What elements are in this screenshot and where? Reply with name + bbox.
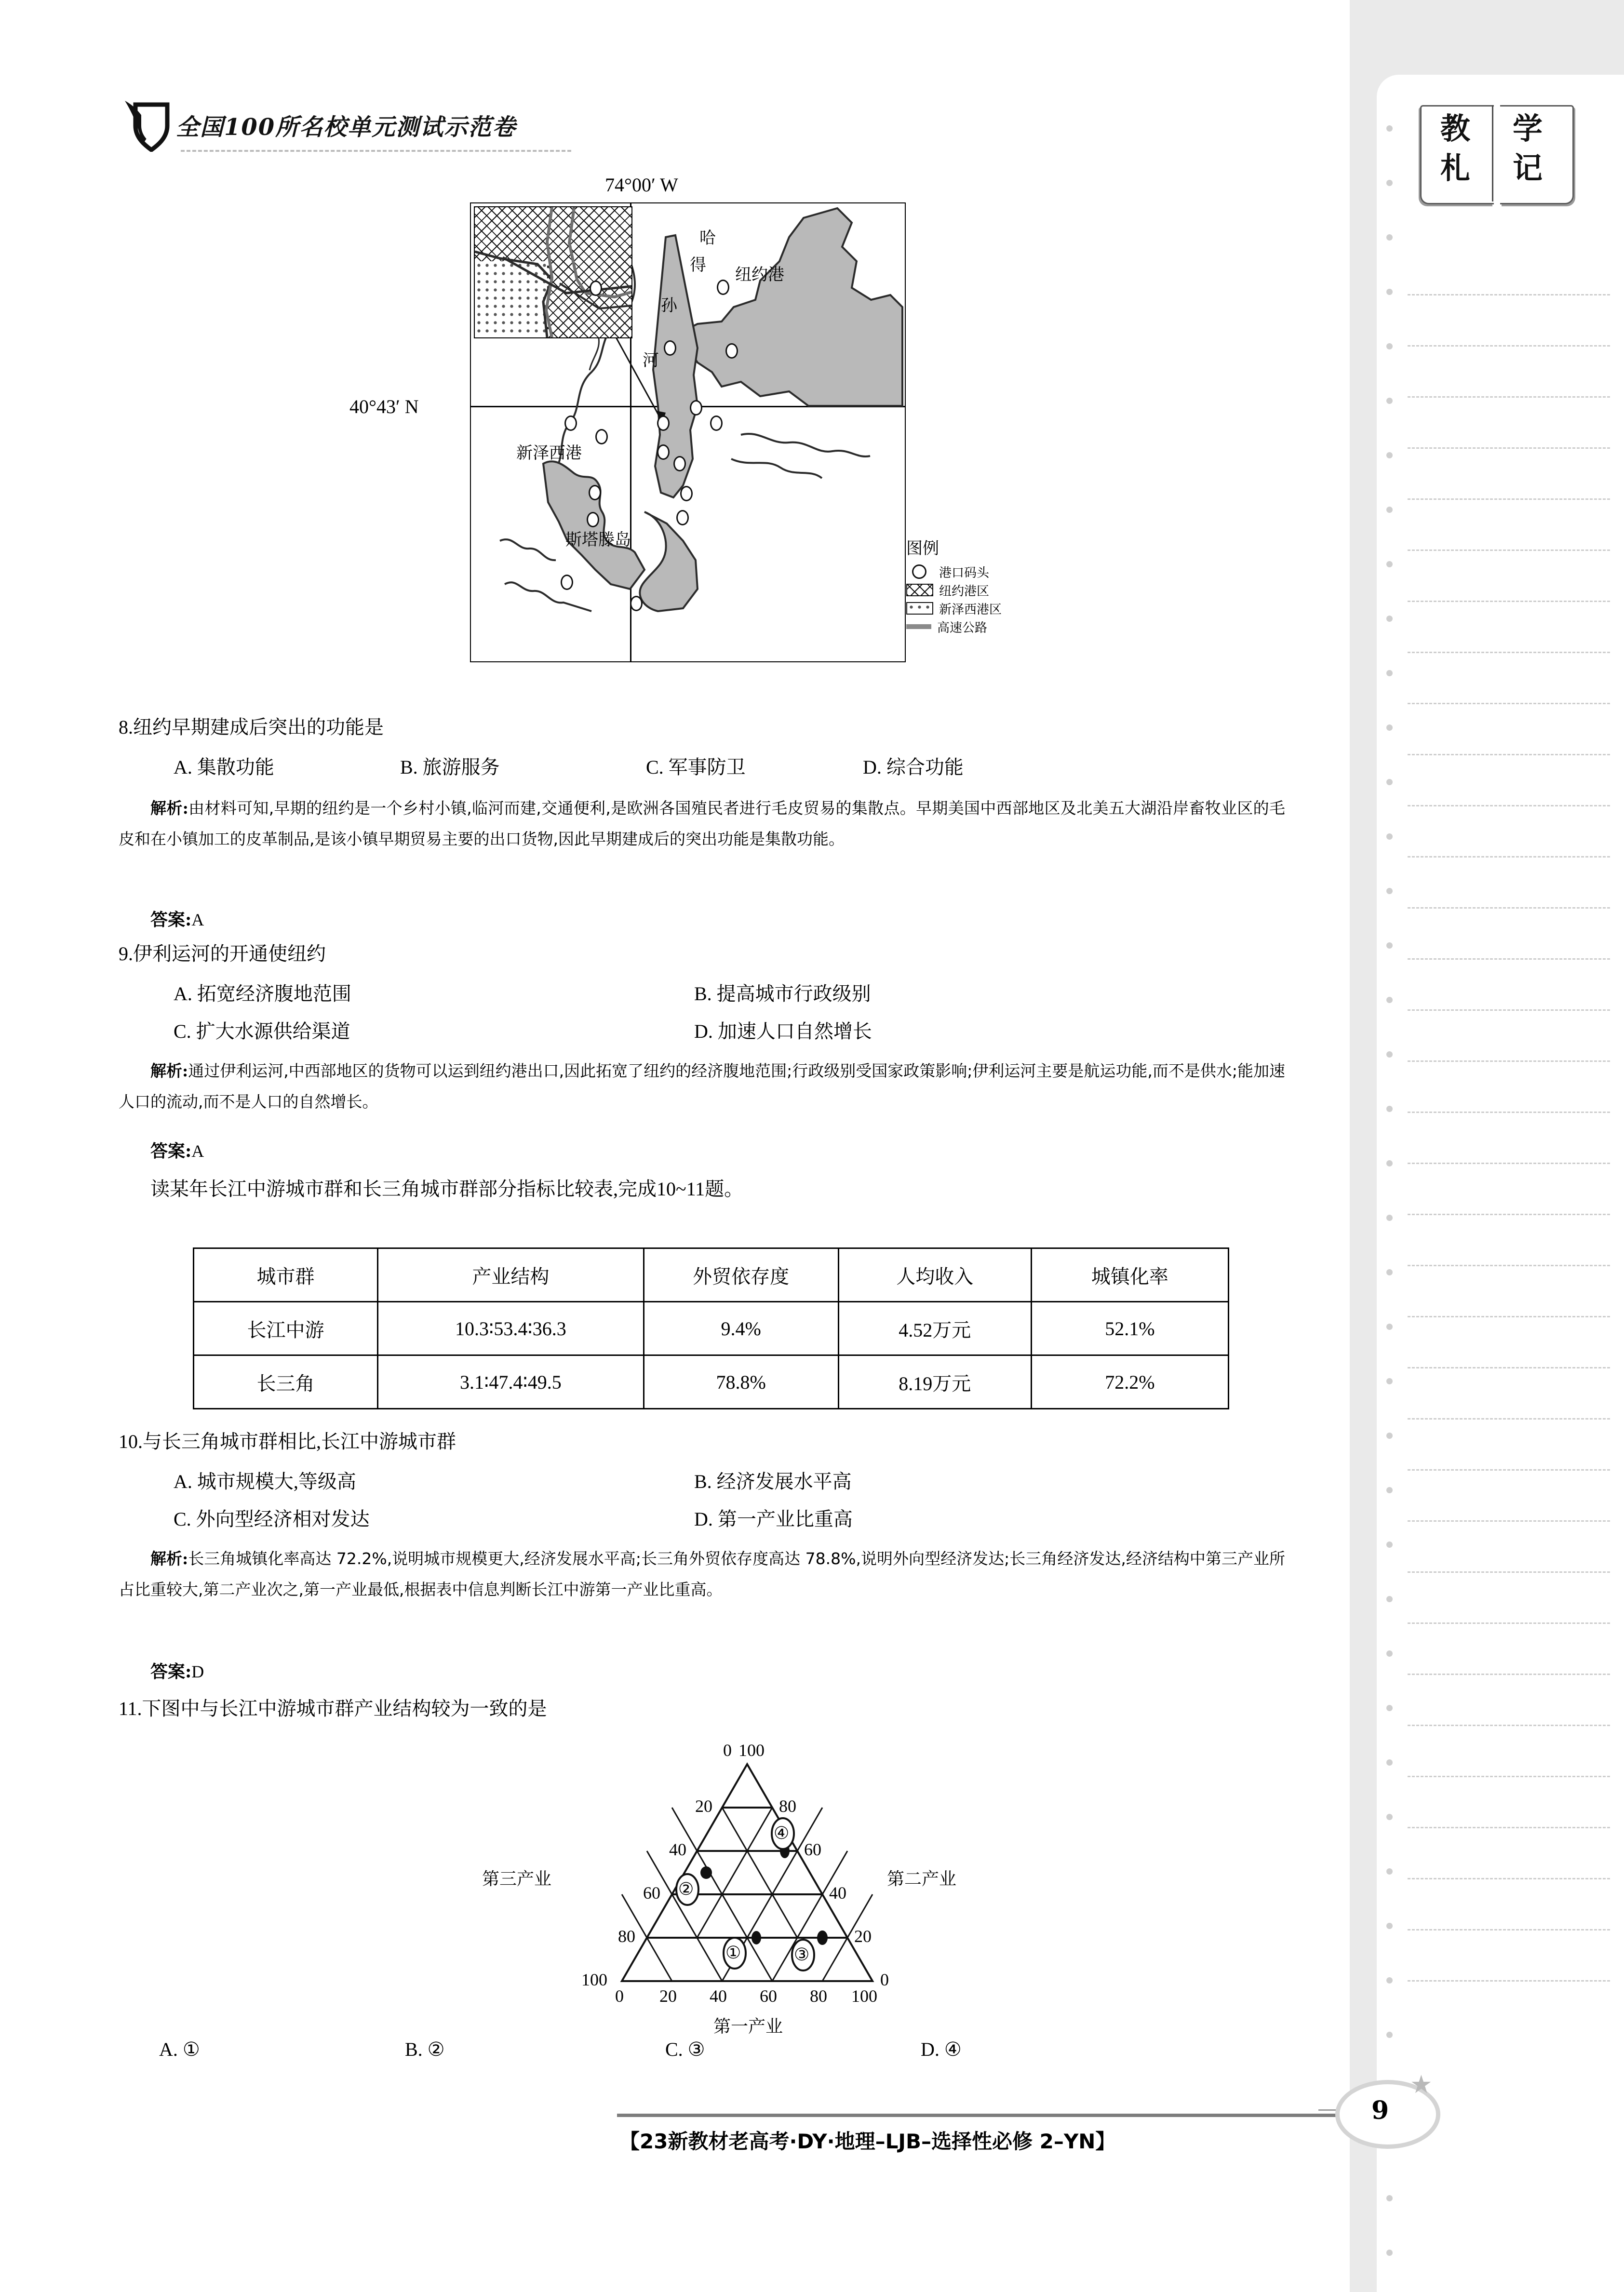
option-d[interactable]: D. ④ bbox=[921, 2038, 962, 2060]
option-a[interactable]: A. 城市规模大,等级高 bbox=[174, 1471, 356, 1492]
ternary-bottom-tick-60: 60 bbox=[760, 1986, 777, 2006]
question-11-stem bbox=[119, 1696, 547, 1722]
ternary-axis-label-secondary: 第二产业 bbox=[887, 1869, 957, 1889]
cell-structure: 3.1∶47.4∶49.5 bbox=[378, 1355, 644, 1409]
question-number: 8. bbox=[119, 716, 133, 738]
option-d[interactable]: D. 综合功能 bbox=[863, 756, 964, 778]
question-10-analysis bbox=[119, 1543, 1285, 1606]
map-label-ha: 哈 bbox=[699, 229, 716, 247]
cell-income: 8.19万元 bbox=[838, 1355, 1031, 1409]
question-8-analysis bbox=[119, 793, 1285, 855]
ternary-left-tick-40: 40 bbox=[669, 1840, 686, 1859]
table-header-row bbox=[194, 1248, 1229, 1302]
col-header-income: 人均收入 bbox=[838, 1248, 1031, 1302]
cross-hatch-icon bbox=[906, 584, 933, 596]
option-b[interactable]: B. 提高城市行政级别 bbox=[694, 983, 871, 1005]
option-c[interactable]: C. 扩大水源供给渠道 bbox=[174, 1020, 350, 1042]
wharf-marker bbox=[657, 416, 670, 431]
ternary-right-tick-40: 40 bbox=[829, 1883, 846, 1903]
legend-row-highway bbox=[906, 617, 1046, 636]
question-number: 10. bbox=[119, 1431, 143, 1452]
ternary-diagram bbox=[482, 1741, 964, 2036]
question-8-options bbox=[174, 752, 964, 779]
analysis-text: 长三角城镇化率高达 72.2%,说明城市规模更大,经济发展水平高;长三角外贸依存度高达 78.8%,说明外向型经济发达;长三角经济发达,经济结构中第三产业所占比重较大,第二产业次之,第一产业最低,根据表中信息判断长江中游第一产业比重高。 bbox=[119, 1549, 1286, 1599]
ternary-bottom-tick-0: 0 bbox=[615, 1986, 624, 2006]
col-header-trade: 外贸依存度 bbox=[644, 1248, 838, 1302]
ternary-point-2 bbox=[700, 1866, 712, 1879]
question-9-options-row1 bbox=[174, 978, 871, 1006]
analysis-label: 解析: bbox=[150, 799, 188, 818]
cell-group: 长江中游 bbox=[194, 1302, 378, 1355]
note-char-2: 学 bbox=[1513, 111, 1543, 146]
question-9-answer bbox=[150, 1138, 204, 1162]
map-label-sun: 孙 bbox=[661, 297, 677, 315]
ternary-right-tick-80: 80 bbox=[779, 1796, 796, 1816]
question-text: 伊利运河的开通使纽约 bbox=[133, 943, 326, 965]
answer-value: D bbox=[191, 1662, 204, 1681]
legend-row-wharf bbox=[906, 563, 1046, 581]
map-label-new-york-port: 纽约港 bbox=[735, 266, 784, 284]
ternary-left-tick-80: 80 bbox=[618, 1927, 635, 1946]
ternary-left-tick-20: 20 bbox=[695, 1796, 712, 1816]
dot-fill-icon bbox=[906, 602, 933, 615]
question-8-stem bbox=[119, 714, 384, 740]
wharf-marker bbox=[676, 510, 689, 525]
note-char-3: 札 bbox=[1440, 150, 1471, 186]
question-9-stem bbox=[119, 941, 326, 967]
option-b[interactable]: B. ② bbox=[405, 2038, 445, 2060]
option-a[interactable]: A. ① bbox=[159, 2038, 200, 2060]
question-number: 9. bbox=[119, 943, 133, 965]
answer-value: A bbox=[191, 1141, 204, 1161]
wharf-marker bbox=[595, 429, 608, 444]
ternary-bottom-tick-20: 20 bbox=[659, 1986, 677, 2006]
ternary-right-tick-20: 20 bbox=[854, 1927, 872, 1946]
ternary-point-label-3: ③ bbox=[794, 1945, 810, 1964]
legend-title: 图例 bbox=[906, 540, 939, 558]
wharf-marker bbox=[673, 456, 686, 471]
circle-icon bbox=[912, 564, 926, 579]
double-line-icon bbox=[906, 624, 931, 629]
analysis-text: 通过伊利运河,中西部地区的货物可以运到纽约港出口,因此拓宽了纽约的经济腹地范围;行政级别受国家政策影响;伊利运河主要是航运功能,而不是供水;能加速人口的流动,而不是人口的自然增长。 bbox=[119, 1061, 1286, 1112]
star-icon: ★ bbox=[1410, 2071, 1433, 2099]
question-text: 纽约早期建成后突出的功能是 bbox=[133, 716, 384, 738]
ternary-point-3 bbox=[817, 1930, 828, 1945]
legend-label: 高速公路 bbox=[937, 620, 988, 635]
ternary-right-tick-0: 0 bbox=[880, 1970, 889, 1989]
table-row bbox=[194, 1355, 1229, 1409]
question-text: 下图中与长江中游城市群产业结构较为一致的是 bbox=[142, 1698, 547, 1719]
legend-row-nj-port bbox=[906, 599, 1046, 617]
answer-label: 答案: bbox=[150, 910, 192, 930]
question-9-options-row2 bbox=[174, 1016, 872, 1044]
table-intro: 读某年长江中游城市群和长三角城市群部分指标比较表,完成10~11题。 bbox=[150, 1178, 744, 1200]
option-b[interactable]: B. 旅游服务 bbox=[400, 756, 500, 778]
ternary-point-label-1: ① bbox=[725, 1943, 741, 1962]
map-inset bbox=[474, 206, 632, 338]
map-label-he: 河 bbox=[643, 352, 659, 370]
map-label-staten-island: 斯塔滕岛 bbox=[565, 531, 631, 549]
footer-code: 【23新教材老高考·DY·地理–LJB–选择性必修 2–YN】 bbox=[619, 2130, 1116, 2153]
map-label-de: 得 bbox=[690, 256, 706, 274]
wharf-marker bbox=[680, 486, 693, 501]
ternary-axis-label-primary: 第一产业 bbox=[713, 2017, 783, 2036]
book-spine bbox=[1492, 105, 1493, 201]
question-9-analysis bbox=[119, 1056, 1285, 1118]
wharf-marker bbox=[587, 512, 599, 527]
cell-structure: 10.3∶53.4∶36.3 bbox=[378, 1302, 644, 1355]
wharf-marker bbox=[590, 281, 602, 296]
analysis-label: 解析: bbox=[150, 1549, 188, 1568]
map-legend bbox=[906, 535, 1046, 636]
col-header-group: 城市群 bbox=[194, 1248, 378, 1302]
question-10-stem bbox=[119, 1429, 456, 1455]
map-latitude-label: 40°43′ N bbox=[349, 396, 419, 417]
cell-urbanization: 52.1% bbox=[1031, 1302, 1228, 1355]
cell-urbanization: 72.2% bbox=[1031, 1355, 1228, 1409]
question-number: 11. bbox=[119, 1698, 142, 1719]
col-header-structure: 产业结构 bbox=[378, 1248, 644, 1302]
legend-label: 港口码头 bbox=[939, 565, 990, 580]
ternary-apex-left: 0 bbox=[723, 1741, 732, 1760]
cell-group: 长三角 bbox=[194, 1355, 378, 1409]
footer-divider bbox=[617, 2114, 1350, 2117]
note-ruled-lines bbox=[1408, 294, 1610, 2029]
wharf-marker bbox=[589, 485, 601, 500]
feather-shield-logo bbox=[123, 99, 174, 152]
analysis-text: 由材料可知,早期的纽约是一个乡村小镇,临河而建,交通便利,是欧洲各国殖民者进行毛皮贸易的集散点。早期美国中西部地区及北美五大湖沿岸畜牧业区的毛皮和在小镇加工的皮革制品,是该小镇早期贸易主要的出口货物,因此早期建成后的突出功能是集散功能。 bbox=[119, 799, 1285, 849]
cell-income: 4.52万元 bbox=[838, 1302, 1031, 1355]
question-10-answer bbox=[150, 1658, 204, 1683]
option-d[interactable]: D. 第一产业比重高 bbox=[694, 1508, 853, 1530]
option-b[interactable]: B. 经济发展水平高 bbox=[694, 1471, 852, 1492]
wharf-marker bbox=[564, 416, 577, 431]
question-10-options-row1 bbox=[174, 1466, 852, 1494]
page-number: 9 bbox=[1371, 2096, 1389, 2125]
masthead bbox=[123, 104, 605, 161]
map-frame bbox=[470, 202, 906, 662]
wharf-marker bbox=[725, 343, 738, 359]
option-d[interactable]: D. 加速人口自然增长 bbox=[694, 1020, 872, 1042]
wharf-marker bbox=[690, 400, 702, 416]
question-8-answer bbox=[150, 906, 204, 931]
open-book-icon bbox=[1417, 101, 1576, 212]
ternary-apex-right: 100 bbox=[738, 1741, 765, 1760]
note-char-1: 教 bbox=[1440, 111, 1471, 146]
wharf-marker bbox=[657, 444, 670, 460]
ternary-left-tick-100: 100 bbox=[581, 1970, 607, 1989]
ternary-right-tick-60: 60 bbox=[804, 1840, 821, 1859]
question-10-options-row2 bbox=[174, 1504, 853, 1531]
option-a[interactable]: A. 拓宽经济腹地范围 bbox=[174, 983, 351, 1005]
map-label-new-jersey-port: 新泽西港 bbox=[516, 444, 582, 462]
option-c[interactable]: C. ③ bbox=[665, 2038, 705, 2060]
wharf-marker bbox=[717, 280, 729, 295]
legend-row-ny-port bbox=[906, 581, 1046, 599]
ternary-point-label-4: ④ bbox=[774, 1823, 790, 1843]
ternary-bottom-tick-100: 100 bbox=[851, 1986, 877, 2006]
map-longitude-label: 74°00′ W bbox=[605, 174, 678, 196]
note-punch-holes bbox=[1386, 125, 1393, 2150]
analysis-label: 解析: bbox=[150, 1061, 188, 1080]
option-c[interactable]: C. 外向型经济相对发达 bbox=[174, 1508, 370, 1530]
ternary-point-label-2: ② bbox=[678, 1879, 694, 1899]
legend-label: 纽约港区 bbox=[939, 584, 990, 598]
cell-trade: 9.4% bbox=[644, 1302, 838, 1355]
ternary-left-tick-60: 60 bbox=[643, 1883, 660, 1903]
ternary-point-1 bbox=[752, 1931, 761, 1944]
wharf-marker bbox=[561, 575, 573, 590]
col-header-urbanization: 城镇化率 bbox=[1031, 1248, 1228, 1302]
cell-trade: 78.8% bbox=[644, 1355, 838, 1409]
answer-label: 答案: bbox=[150, 1662, 192, 1682]
table-row bbox=[194, 1302, 1229, 1355]
comparison-table bbox=[193, 1247, 1229, 1409]
answer-value: A bbox=[191, 910, 204, 929]
ternary-bottom-tick-80: 80 bbox=[810, 1986, 827, 2006]
question-text: 与长三角城市群相比,长江中游城市群 bbox=[143, 1431, 456, 1452]
brand-title: 全国100所名校单元测试示范卷 bbox=[176, 114, 517, 141]
question-11-options bbox=[159, 2038, 962, 2061]
answer-label: 答案: bbox=[150, 1141, 192, 1161]
note-char-4: 记 bbox=[1513, 150, 1543, 186]
map-figure bbox=[349, 174, 1002, 689]
ternary-axis-label-tertiary: 第三产业 bbox=[482, 1869, 552, 1889]
brand-divider bbox=[181, 150, 571, 152]
legend-label: 新泽西港区 bbox=[939, 602, 1002, 617]
option-a[interactable]: A. 集散功能 bbox=[174, 756, 274, 778]
wharf-marker bbox=[710, 416, 723, 431]
wharf-marker bbox=[630, 596, 643, 611]
option-c[interactable]: C. 军事防卫 bbox=[646, 756, 746, 778]
wharf-marker bbox=[664, 340, 676, 356]
ternary-bottom-tick-40: 40 bbox=[710, 1986, 727, 2006]
